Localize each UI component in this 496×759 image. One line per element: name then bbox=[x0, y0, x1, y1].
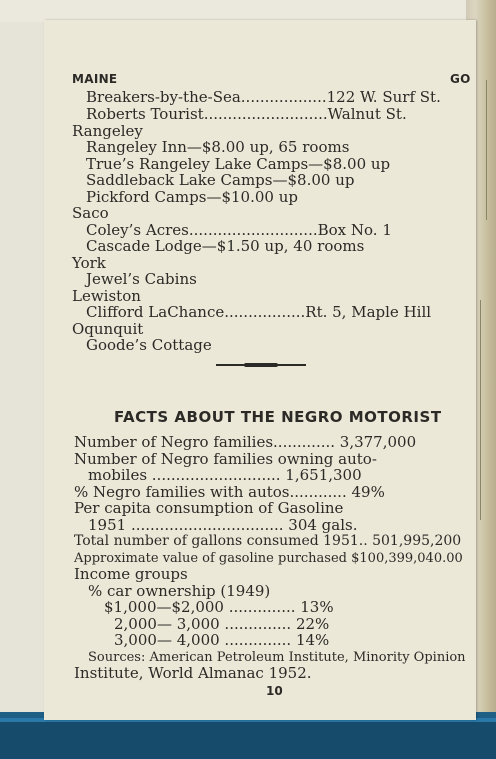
running-header-right: GO bbox=[450, 72, 471, 86]
fact-line: % Negro families with autos............ 49% bbox=[74, 483, 385, 501]
fact-line: % car ownership (1949) bbox=[88, 582, 271, 600]
cover-edge bbox=[0, 722, 496, 759]
listing-town: Lewiston bbox=[72, 287, 141, 305]
listing-line: Rangeley Inn—$8.00 up, 65 rooms bbox=[86, 138, 350, 156]
income-row: $1,000—$2,000 .............. 13% bbox=[104, 598, 334, 616]
fact-line: 1951 ................................ 304 gals. bbox=[88, 516, 358, 534]
backdrop-top bbox=[0, 0, 496, 22]
listing-line: Clifford LaChance.................Rt. 5, Maple Hill bbox=[86, 303, 432, 321]
listing-line: True’s Rangeley Lake Camps—$8.00 up bbox=[86, 155, 391, 173]
listing-line: Coley’s Acres...........................Box No. 1 bbox=[86, 221, 392, 239]
backdrop bbox=[0, 0, 50, 759]
fact-line: Per capita consumption of Gasoline bbox=[74, 499, 344, 517]
listing-line: Roberts Tourist..........................Walnut St. bbox=[86, 105, 407, 123]
fact-line: Income groups bbox=[74, 565, 188, 583]
fact-line: Number of Negro families owning auto- bbox=[74, 450, 377, 468]
listing-line: Cascade Lodge—$1.50 up, 40 rooms bbox=[86, 237, 365, 255]
listing-town: Oqunquit bbox=[72, 320, 144, 338]
listing-town: Saco bbox=[72, 204, 109, 222]
listing-town: York bbox=[72, 254, 106, 272]
section-title: FACTS ABOUT THE NEGRO MOTORIST bbox=[114, 408, 442, 426]
listing-line: Breakers-by-the-Sea..................122 W. Surf St. bbox=[86, 88, 441, 106]
ornamental-rule-center bbox=[244, 363, 278, 367]
fact-line: Total number of gallons consumed 1951.. 501,995,200 bbox=[74, 533, 462, 549]
sources-line: Sources: American Petroleum Institute, Minority Opinion bbox=[88, 650, 466, 665]
fact-line: mobiles ........................... 1,651,300 bbox=[88, 466, 362, 484]
fact-line: Approximate value of gasoline purchased $100,399,040.00 bbox=[74, 551, 463, 566]
listing-line: Jewel’s Cabins bbox=[86, 270, 197, 288]
listing-line: Goode’s Cottage bbox=[86, 336, 212, 354]
book-page bbox=[44, 20, 476, 720]
listing-line: Pickford Camps—$10.00 up bbox=[86, 188, 298, 206]
income-row: 3,000— 4,000 .............. 14% bbox=[114, 631, 330, 649]
page-number: 10 bbox=[266, 684, 283, 698]
sources-line: Institute, World Almanac 1952. bbox=[74, 664, 312, 682]
income-row: 2,000— 3,000 .............. 22% bbox=[114, 615, 330, 633]
fact-line: Number of Negro families............. 3,377,000 bbox=[74, 433, 417, 451]
listing-line: Saddleback Lake Camps—$8.00 up bbox=[86, 171, 355, 189]
listing-town: Rangeley bbox=[72, 122, 143, 140]
state-header: MAINE bbox=[72, 72, 118, 86]
